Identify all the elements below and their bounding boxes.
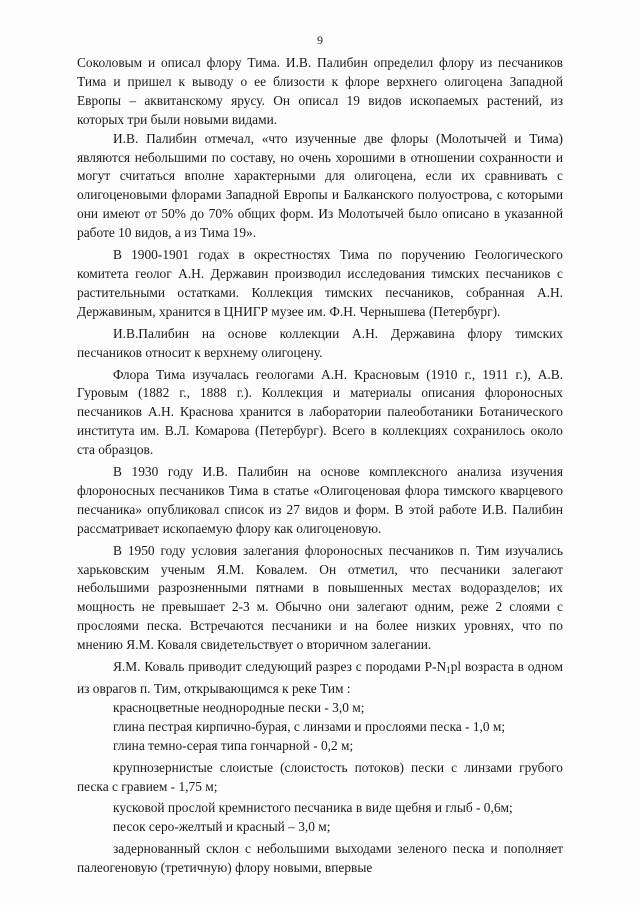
section-item: задернованный склон с небольшими выходами зеленого песка и пополняет палеогеновую (третичную) флору новыми, впервые	[77, 841, 563, 876]
body-text	[77, 54, 563, 878]
section-item: песок серо-желтый и красный – 3,0 м;	[113, 819, 331, 835]
paragraph-4: И.В.Палибин на основе коллекции А.Н. Державина флору тимских песчаников относит к верхнему олигоцену.	[77, 325, 563, 360]
paragraph-1: Соколовым и описал флору Тима. И.В. Палибин определил флору из песчаников Тима и пришел к выводу о ее близости к флоре верхнего олигоцена Западной Европы – аквитанскому ярусу. Он описал 19 видов ископаемых растений, из которых три были новыми видами.	[77, 55, 563, 127]
section-item: кусковой прослой кремнистого песчаника в виде щебня и глыб - 0,6м;	[113, 800, 513, 816]
page-number: 9	[317, 33, 323, 47]
paragraph-8-subscript: 1	[446, 665, 451, 676]
paragraph-7: В 1950 году условия залегания флороносных песчаников п. Тим изучались харьковским ученым Я.М. Ковалем. Он отметил, что песчаники залегают небольшими разрозненными пятнами в повышенных местах водоразделов; их мощность не превышает 2-3 м. Обычно они залегают одним, реже 2 слоями с прослоями песка. Встречаются песчаники и на более низких уровнях, что по мнению Я.М. Коваля свидетельствует о вторичном залегании.	[77, 542, 563, 653]
section-item: крупнозернистые слоистые (слоистость потоков) пески с линзами грубого песка с гравием - 1,75 м;	[77, 759, 563, 794]
paragraph-5: Флора Тима изучалась геологами А.Н. Красновым (1910 г., 1911 г.), А.В. Гуровым (1882 г., 1888 г.). Коллекция и материалы описания флороносных песчаников А.Н. Краснова хранится в лаборатории палеоботаники Ботанического института им. В.Л. Комарова (Петербург). Всего в коллекциях сохранилось около ста образцов.	[77, 366, 563, 458]
section-item: глина темно-серая типа гончарной - 0,2 м;	[113, 737, 354, 753]
section-item: красноцветные неоднородные пески - 3,0 м;	[113, 699, 365, 715]
paragraph-3: В 1900-1901 годах в окрестностях Тима по поручению Геологического комитета геолог А.Н. Державин производил исследования тимских песчаников с растительными остатками. Коллекция тимских песчаников, собранная А.Н. Державиным, хранится в ЦНИГР музее им. Ф.Н. Чернышева (Петербург).	[77, 247, 563, 319]
section-item: глина пестрая кирпично-бурая, с линзами и прослоями песка - 1,0 м;	[113, 718, 506, 734]
paragraph-2: И.В. Палибин отмечал, «что изученные две флоры (Молотычей и Тима) являются небольшими по составу, но очень хорошими в отношении сохранности и могут считаться вполне характерными для олигоцена, если их сравнивать с олигоценовыми флорами Западной Европы и Балканского полуострова, с которыми они имеют от 50% до 70% общих форм. Из Молотычей было описано в указанной работе 10 видов, а из Тима 19».	[77, 130, 563, 241]
paragraph-8-after: pl возраста в одном из оврагов п. Тим, открывающимся к реке Тим :	[77, 659, 563, 696]
paragraph-8	[77, 658, 563, 699]
paragraph-6: В 1930 году И.В. Палибин на основе комплексного анализа изучения флороносных песчаников Тима в статье «Олигоценовая флора тимского кварцевого песчаника» опубликовал список из 27 видов и форм. В этой работе И.В. Палибин рассматривает ископаемую флору как олигоценовую.	[77, 464, 563, 536]
paragraph-8-before: Я.М. Коваль приводит следующий разрез с породами P-N	[113, 659, 447, 675]
